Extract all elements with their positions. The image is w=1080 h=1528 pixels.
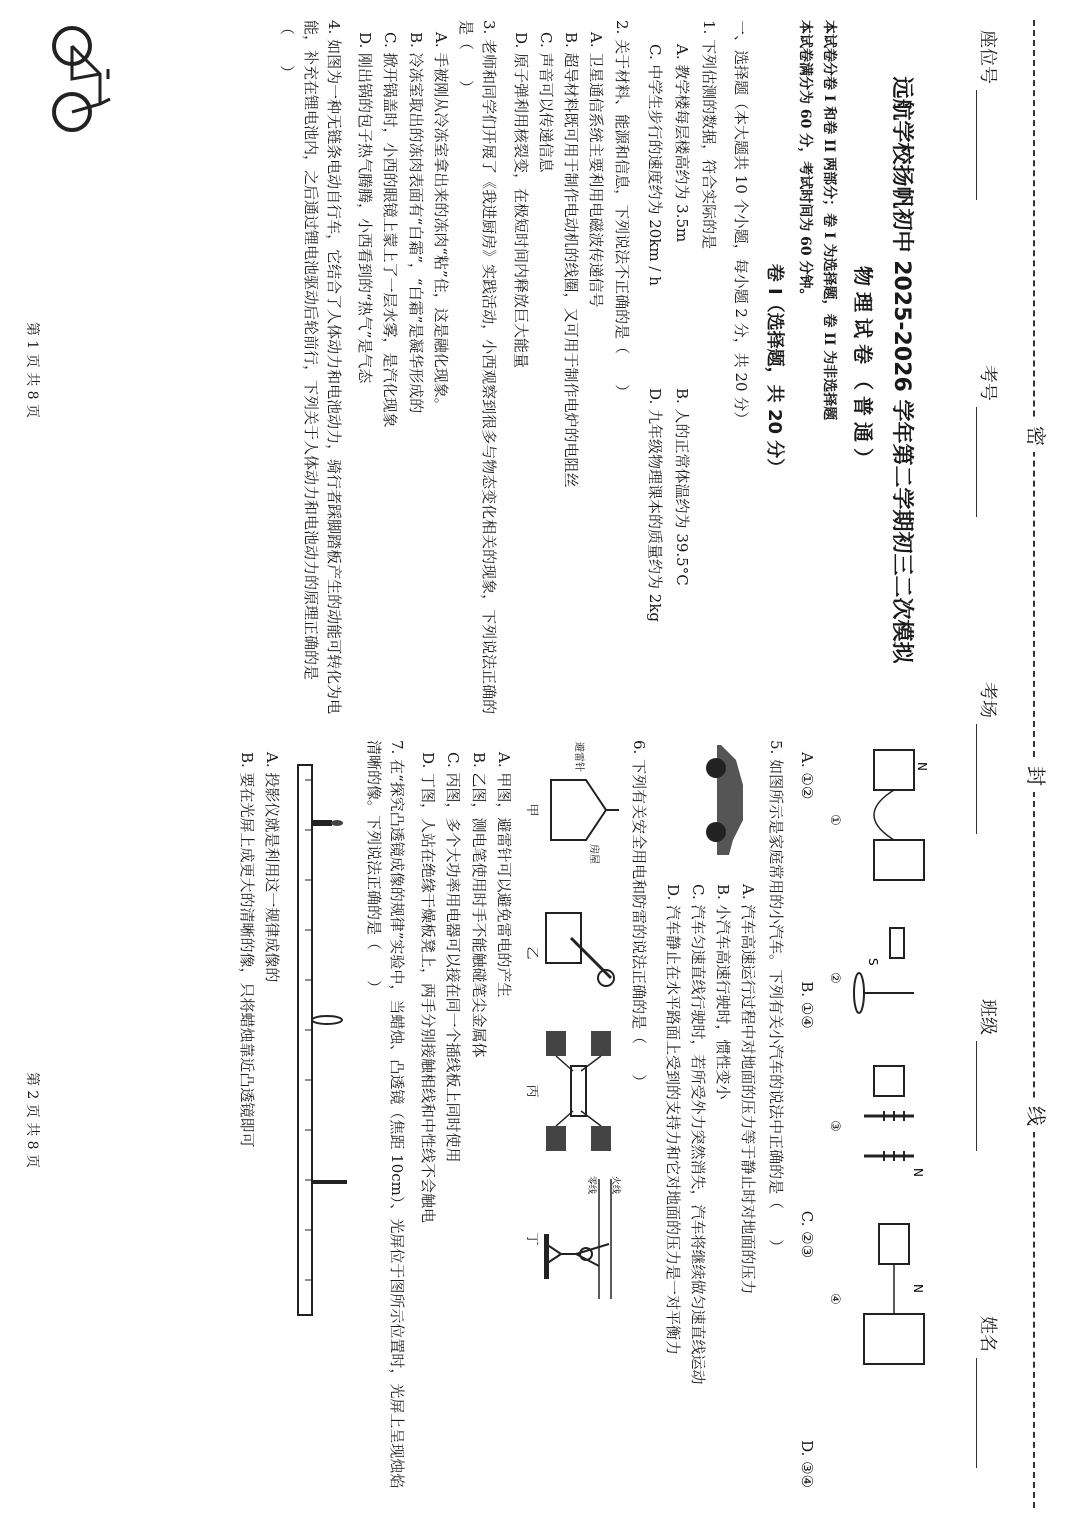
field-label: 姓名 xyxy=(977,1316,998,1352)
figure-label: ① xyxy=(827,814,842,826)
power-strip-figure-icon xyxy=(541,1026,621,1156)
page-footer: 第 2 页 共 8 页 xyxy=(23,1071,40,1169)
seal-char-1: 密 xyxy=(1023,420,1052,452)
figure-2 xyxy=(824,918,944,1038)
option[interactable]: B. 冷冻室取出的冻肉表面有“白霜”，“白霜”是凝华形成的 xyxy=(406,32,425,414)
person-wires-figure-icon xyxy=(541,1174,621,1304)
question-4: 4. 如图为一种无链条电动自行车，它结合了人体动力和电池动力，骑行者踩脚踏板产生的动能可转化为电能，补充在锂电池内，之后通过锂电池驱动后轮前行，下列关于人体动力和电池动力的原理正确的是（ ） xyxy=(278,20,343,715)
figure-label: ② xyxy=(827,972,842,984)
ebike-figure xyxy=(50,24,130,134)
exam-number-field[interactable] xyxy=(976,365,1002,517)
figure-bing xyxy=(521,1026,621,1156)
question-6: 6. 下列有关安全用电和防雷的说法正确的是（ ） xyxy=(630,740,649,1090)
option[interactable]: A. 卫星通信系统主要利用电磁波传递信号 xyxy=(587,32,606,308)
question-1-options xyxy=(641,32,696,720)
question-4-options xyxy=(795,752,818,1488)
option[interactable]: B. 人的正常体温约为 39.5°C xyxy=(673,388,692,586)
svg-text:N: N xyxy=(911,1168,925,1177)
figure-1 xyxy=(824,740,944,900)
question-1: 1. 下列估测的数据，符合实际的是 xyxy=(700,20,719,250)
lightning-rod-figure-icon xyxy=(541,740,621,880)
option[interactable]: A. 汽车高速运行过程中对地面的压力等于静止时对地面的压力 xyxy=(739,884,758,1295)
option[interactable]: A. 教学楼每层楼高约为 3.5m xyxy=(673,44,692,243)
option[interactable]: A. ①② xyxy=(797,752,816,800)
seal-char-3: 线 xyxy=(1023,1100,1052,1132)
page-1 xyxy=(10,20,930,720)
option[interactable]: A. 投影仪就是利用这一规律成像的 xyxy=(263,752,282,983)
q6-figures xyxy=(521,740,621,1500)
figure-label: 乙 xyxy=(524,946,540,960)
figure-label: ③ xyxy=(827,1120,842,1132)
question-7: 7. 在“探究凸透镜成像的规律”实验中，当蜡烛、凸透镜（焦距 10cm）、光屏位于图所示位置时，光屏上呈现烛焰清晰的像。下列说法正确的是（ ） xyxy=(364,740,406,1489)
field-label: 考号 xyxy=(977,365,998,401)
svg-text:N: N xyxy=(915,762,929,771)
q4-figures xyxy=(824,740,944,1500)
option[interactable]: D. 汽车静止在水平路面上受到的支持力和它对地面的压力是一对平衡力 xyxy=(663,884,682,1356)
fig-text-house: 房屋 xyxy=(588,844,600,864)
binding-strip xyxy=(930,0,1080,1528)
notice-line: 本试卷分卷 I 和卷 II 两部分；卷 I 为选择题，卷 II 为非选择题 xyxy=(820,20,837,421)
figure-3 xyxy=(824,1056,944,1196)
figure-jia xyxy=(521,740,621,880)
motor-figure-icon xyxy=(844,1214,944,1384)
class-field[interactable] xyxy=(976,999,1002,1151)
option[interactable]: B. 乙图，测电笔使用时手不能触碰笔尖金属体 xyxy=(469,752,488,1058)
option[interactable]: C. 掀开锅盖时，小西的眼镜上蒙上了一层水雾，是汽化现象 xyxy=(381,32,400,428)
figure-ding xyxy=(521,1174,621,1304)
field-line xyxy=(976,90,995,200)
option[interactable]: D. 九年级物理课本的质量约为 2kg xyxy=(645,388,664,623)
option[interactable]: D. 原子弹利用核裂变，在极短时间内释放巨大能量 xyxy=(511,32,530,369)
seal-char-2: 封 xyxy=(1023,760,1052,792)
part-heading: 一、选择题（本大题共 10 个小题，每小题 2 分，共 20 分） xyxy=(731,20,750,427)
figure-label: 甲 xyxy=(524,803,540,817)
notice-line: 本试卷满分为 60 分，考试时间为 60 分钟。 xyxy=(797,20,814,303)
field-line xyxy=(976,1041,995,1151)
option[interactable]: C. 丙图，多个大功率用电器可以接在同一个插线板上同时使用 xyxy=(444,752,463,1163)
option[interactable]: B. 超导材料既可用于制作电动机的线圈，又可用于制作电炉的电阻丝 xyxy=(562,32,581,488)
figure-label: 丙 xyxy=(524,1084,540,1098)
exam-subtitle: 物理试卷（普通） xyxy=(850,266,875,474)
option[interactable]: C. 汽车匀速直线行驶时，若所受外力突然消失，汽车将继续做匀速直线运动 xyxy=(688,884,707,1385)
fig-text-rod: 避雷针 xyxy=(573,742,585,772)
name-field[interactable] xyxy=(976,1316,1002,1468)
option[interactable]: C. ②③ xyxy=(797,1210,816,1259)
figure-4 xyxy=(824,1214,944,1384)
page-2 xyxy=(10,740,950,1500)
field-line xyxy=(976,724,995,834)
option[interactable]: A. 手被刚从冷冻室拿出来的冻肉“粘”住，这是融化现象。 xyxy=(431,32,450,413)
section-title: 卷 I（选择题，共 20 分） xyxy=(763,263,785,477)
figure-label: 丁 xyxy=(524,1232,540,1246)
svg-text:S: S xyxy=(866,958,880,966)
question-2: 2. 关于材料、能源和信息，下列说法不正确的是（ ） xyxy=(612,20,631,400)
seat-field[interactable] xyxy=(976,30,1002,200)
question-5: 5. 如图所示是家庭常用的小汽车。下列有关小汽车的说法中正确的是（ ） xyxy=(766,740,785,1255)
generator-figure-icon xyxy=(844,740,944,900)
page-footer: 第 1 页 共 8 页 xyxy=(23,321,40,419)
option[interactable]: D. ③④ xyxy=(797,1440,816,1488)
exam-title: 远航学校扬帆初中 2025-2026 学年第二学期初三二次模拟 xyxy=(889,76,914,664)
student-info-row xyxy=(976,30,1002,1468)
test-pen-figure-icon xyxy=(541,898,621,1008)
field-label: 班级 xyxy=(977,999,998,1035)
field-line xyxy=(976,407,995,517)
compass-figure-icon xyxy=(844,918,944,1038)
option[interactable]: D. 丁图，人站在绝缘干燥板凳上，两手分别接触相线和中性线不会触电 xyxy=(419,752,438,1224)
figure-yi xyxy=(521,898,621,1008)
field-label: 考场 xyxy=(977,682,998,718)
option[interactable]: B. ①④ xyxy=(797,981,816,1029)
electromagnet-figure-icon xyxy=(844,1056,944,1196)
fig-text-live: 火线 xyxy=(610,1176,621,1195)
optical-bench-figure-icon xyxy=(287,760,357,1320)
option[interactable]: C. 声音可以传递信息 xyxy=(536,32,555,173)
field-label: 座位号 xyxy=(977,30,998,84)
exam-notice xyxy=(794,20,839,720)
q5-options xyxy=(658,872,761,1384)
svg-text:N: N xyxy=(911,1284,925,1293)
fig-text-neutral: 零线 xyxy=(586,1176,597,1195)
option[interactable]: D. 刚出锅的包子热气腾腾，小西看到的“热气”是气态 xyxy=(356,32,375,384)
field-line xyxy=(976,1358,995,1468)
figure-label: ④ xyxy=(827,1293,842,1305)
option[interactable]: A. 甲图，避雷针可以避免雷电的产生 xyxy=(494,752,513,998)
option[interactable]: B. 小汽车高速行驶时，惯性变小 xyxy=(714,884,733,1100)
option[interactable]: C. 中学生步行的速度约为 20km / h xyxy=(645,44,664,286)
option[interactable]: B. 要在光屏上成更大的清晰的像，只将蜡烛靠近凸透镜即可 xyxy=(238,752,257,1148)
q5-block xyxy=(658,740,761,1500)
car-figure-icon xyxy=(701,740,761,860)
exam-room-field[interactable] xyxy=(976,682,1002,834)
question-3: 3. 老师和同学们开展了《我进厨房》实践活动，小西观察到很多与物态变化相关的现象，下列说法正确的是（ ） xyxy=(457,20,499,715)
